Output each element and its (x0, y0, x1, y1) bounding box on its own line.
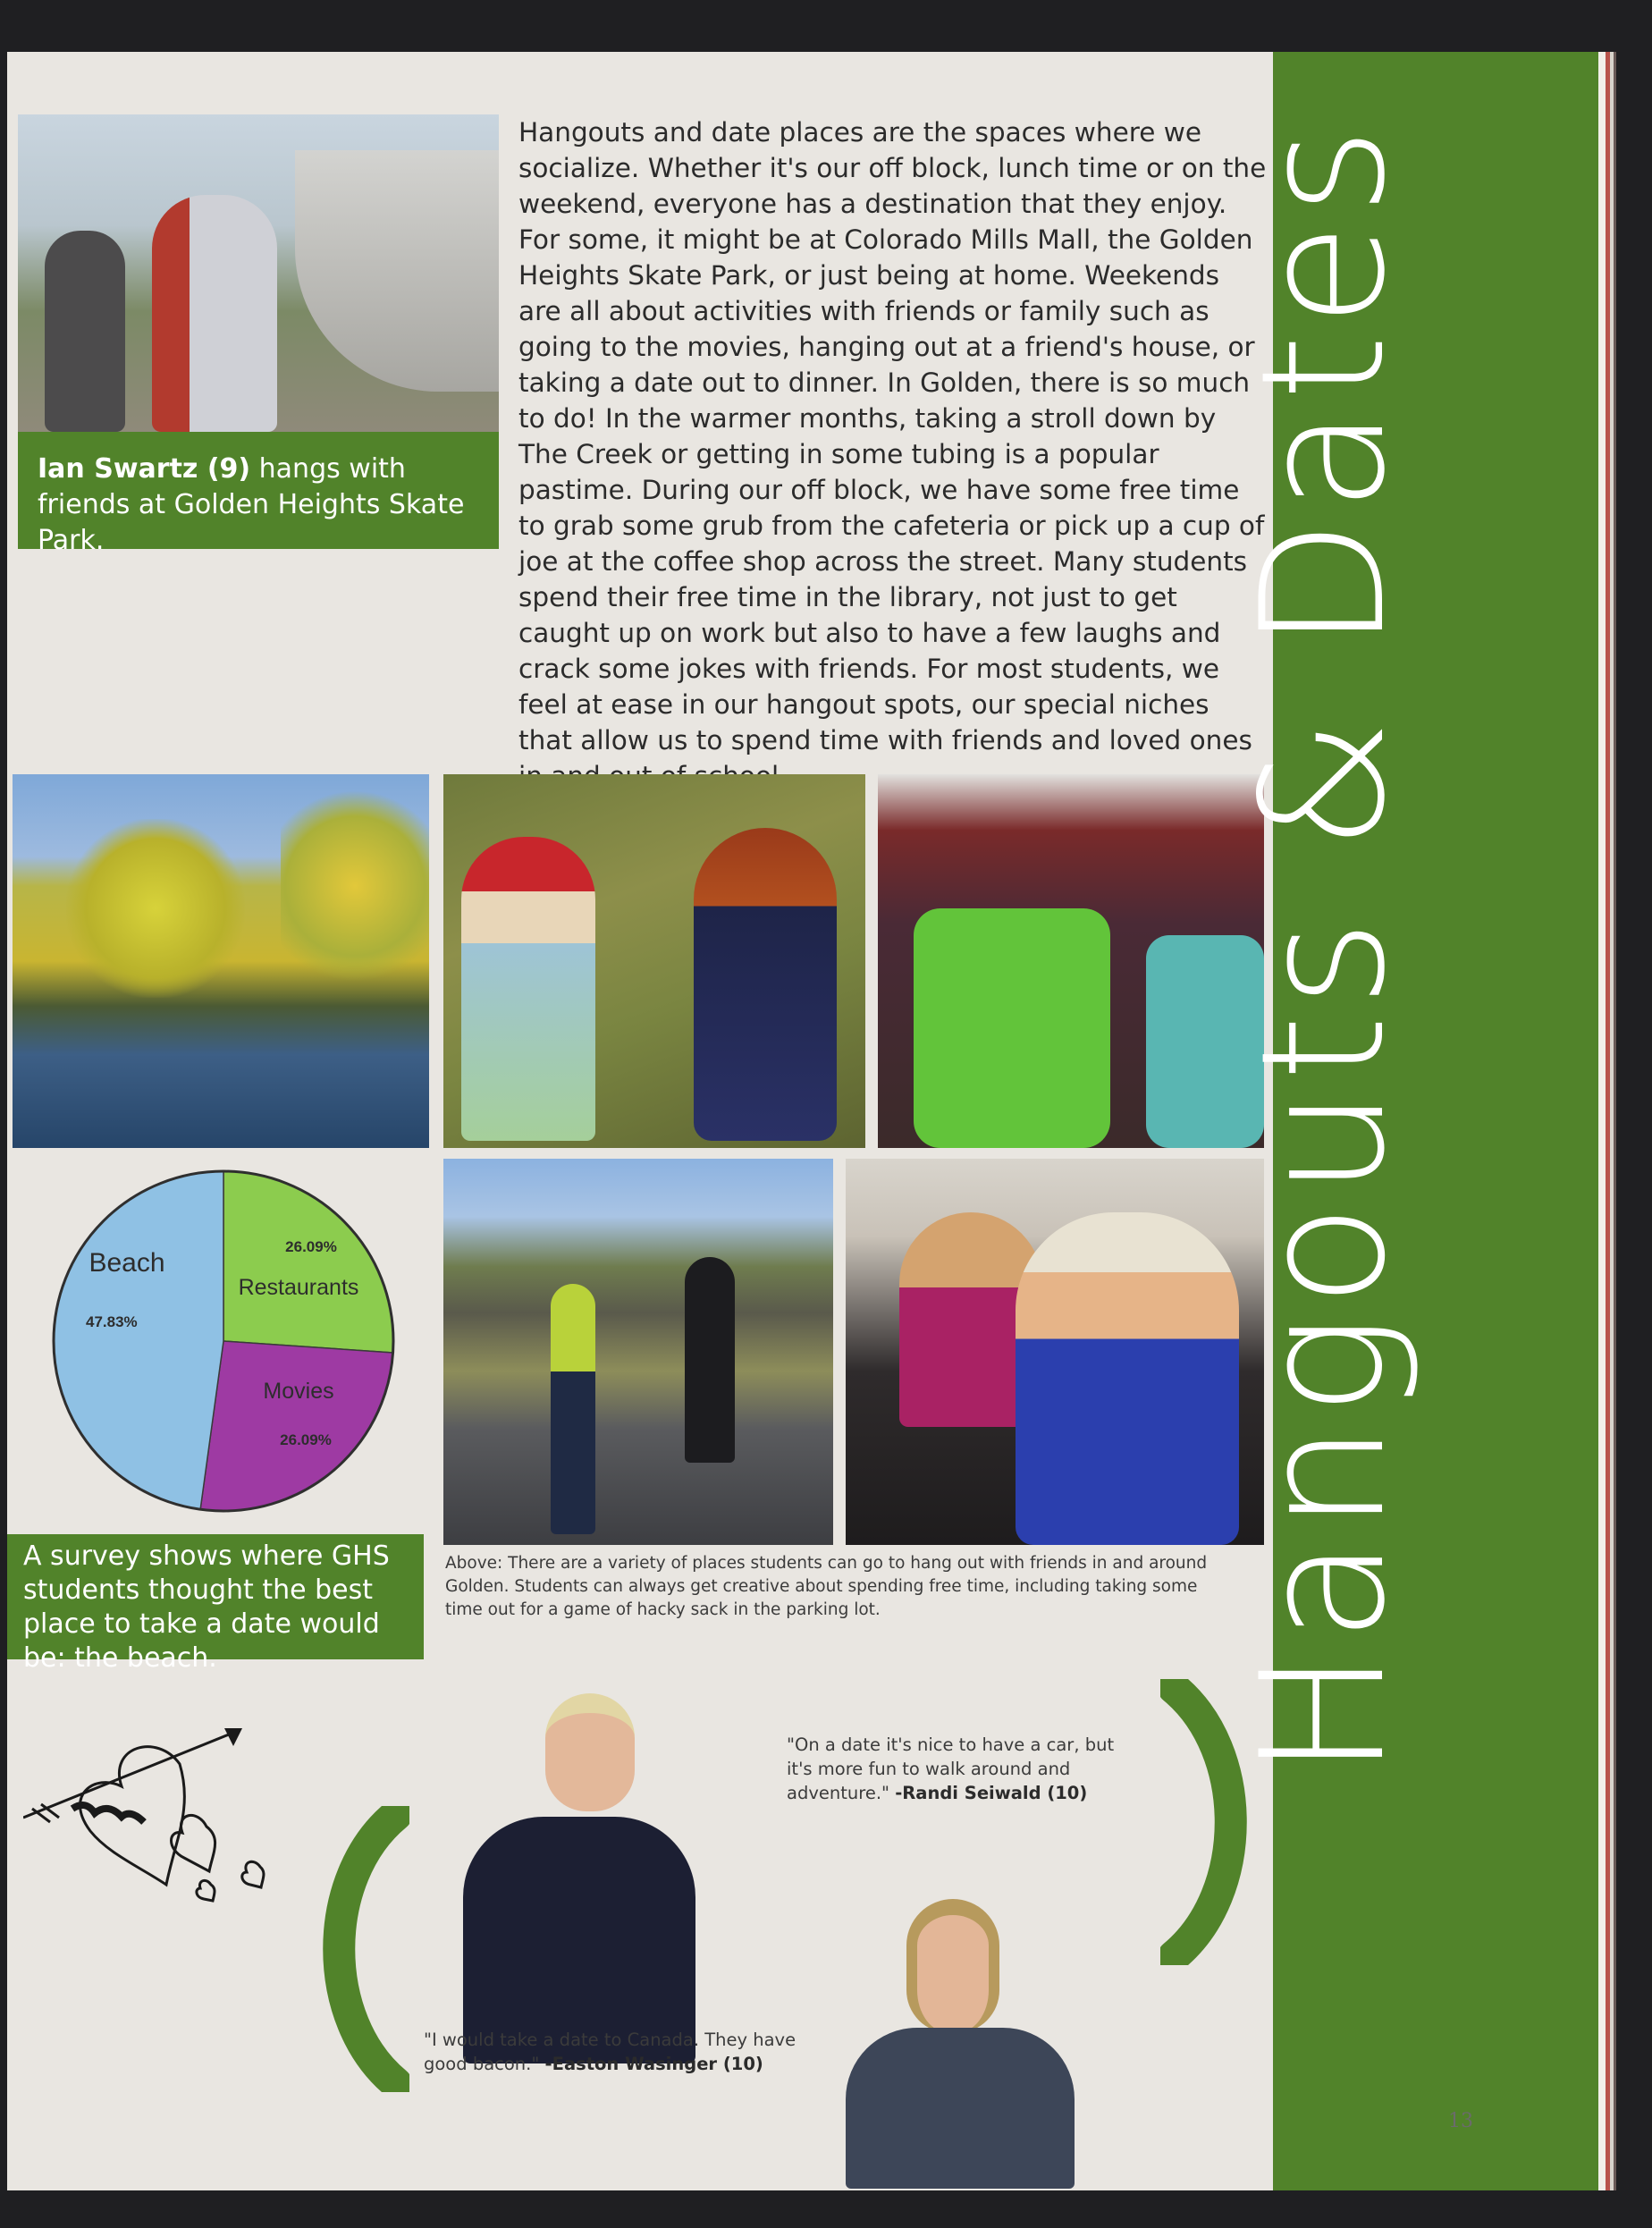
intro-paragraph: Hangouts and date places are the spaces where we socialize. Whether it's our off block, lunch time or on the weekend, everyone has a destination that they enjoy. For some, it might be at Colorado Mills Mall, the Golden Heights Skate Park, or just being at home. Weekends are all about activities with friends or family such as going to the movies, hanging out at a friend's house, or taking a date out to dinner. In Golden, there is so much to do! In the warmer months, taking a stroll down by The Creek or getting in some tubing is a popular pastime. During our off block, we have some free time to grab some grub from the cafeteria or pick up a cup of joe at the coffee shop across the street. Many students spend their free time in the library, not just to get caught up on work but also to have a few laughs and crack some jokes with friends. For most students, we feel at ease in our hangout spots, our special niches that allow us to spend time with friends and loved ones (518, 117, 1267, 755)
pie-percent-restaurants: 26.09% (285, 1238, 337, 1255)
cafeteria-photo (846, 1159, 1264, 1545)
pie-label-restaurants: Restaurants (238, 1275, 359, 1300)
trees-left (66, 819, 245, 998)
skater-right-figure (152, 195, 277, 432)
pie-label-beach: Beach (88, 1248, 165, 1278)
pie-label-movies: Movies (263, 1379, 334, 1404)
page-number: 13 (1448, 2110, 1473, 2132)
survey-caption: A survey shows where GHS students thought the best place to take a date would be: the beach. (7, 1534, 424, 1659)
pie-slice-movies (200, 1341, 392, 1511)
caption-student-name: Ian Swartz (9) (38, 453, 251, 485)
hacky-sack-player-2 (685, 1257, 735, 1463)
survey-pie-chart (46, 1164, 400, 1518)
green-ride-car (914, 908, 1110, 1148)
hacky-sack-player-1 (551, 1284, 595, 1534)
skate-photo-caption (18, 432, 499, 556)
parking-lot-photo (443, 1159, 833, 1545)
edge-stripe-white (1598, 52, 1606, 2190)
girl-beanie-figure (1016, 1212, 1239, 1545)
photos-caption: Above: There are a variety of places students can go to hang out with friends in and around Golden. Students can always get creative about spending free time, including taking some time out for a game of hacky sack in the parking lot. (445, 1554, 1208, 1619)
park-friends-photo (443, 774, 865, 1148)
easton-shirt (463, 1817, 695, 2063)
easton-head (545, 1693, 635, 1811)
ramp-shape (295, 150, 499, 392)
trees-right (281, 783, 429, 989)
left-parenthesis-icon (302, 1806, 409, 2092)
easton-quote-author: -Easton Wasinger (10) (544, 2054, 763, 2074)
randi-shirt (846, 2028, 1075, 2189)
red-hat-girl-figure (461, 837, 595, 1141)
pie-slice-beach (54, 1171, 223, 1509)
randi-quote (787, 1733, 1126, 1813)
easton-quote (424, 2028, 799, 2081)
skate-park-photo (18, 114, 499, 432)
caption-rest: hangs with friends at Golden Heights Skate Park. (38, 453, 465, 556)
redhead-girl-figure (694, 828, 837, 1141)
easton-portrait (463, 1688, 695, 2063)
edge-stripe-dark (1614, 52, 1616, 2190)
skater-left-figure (45, 231, 125, 432)
pie-slice-restaurants (223, 1171, 393, 1353)
creek-photo (13, 774, 429, 1148)
heart-doodle-icon (23, 1724, 291, 1912)
randi-portrait (846, 1894, 1075, 2189)
yearbook-page (7, 52, 1616, 2190)
arcade-photo (878, 774, 1264, 1148)
randi-quote-text: "On a date it's nice to have a car, but it's more fun to walk around and adventure." (787, 1734, 1115, 1803)
randi-head (906, 1899, 999, 2033)
page-title: Hangouts & Dates (1225, 120, 1422, 1777)
pie-percent-movies: 26.09% (280, 1431, 332, 1448)
easton-quote-text: "I would take a date to Canada. They have good bacon." (424, 2030, 796, 2074)
randi-quote-author: -Randi Seiwald (10) (895, 1783, 1088, 1803)
pie-percent-beach: 47.83% (86, 1313, 138, 1330)
